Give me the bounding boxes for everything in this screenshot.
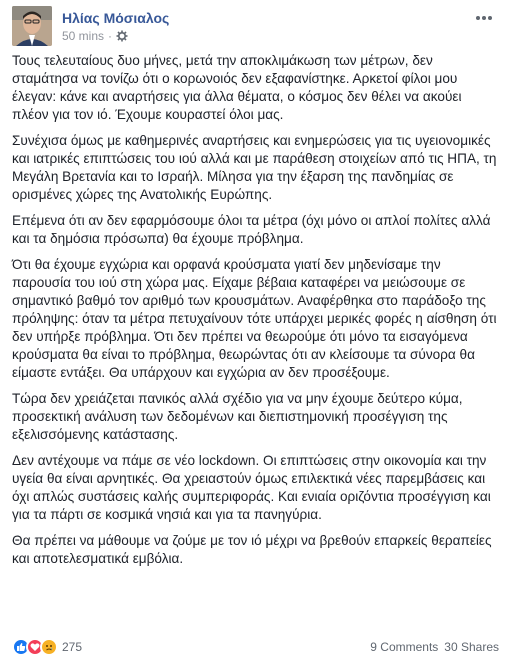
engagement-stats xyxy=(370,640,499,654)
post-body xyxy=(12,52,499,576)
reactions-summary[interactable] xyxy=(12,638,82,656)
post-footer xyxy=(12,632,499,662)
post-paragraph: Επέμενα ότι αν δεν εφαρμόσουμε όλοι τα μέτρα (όχι μόνο οι απλοί πολίτες αλλά και τα δημόσια πρόσωπα) θα έχουμε πρόβλημα. xyxy=(12,213,491,246)
post-paragraph: Ότι θα έχουμε εγχώρια και ορφανά κρούσματα γιατί δεν μηδενίσαμε την παρουσία του ιού στη χώρα μας. Είχαμε βέβαια καταφέρει να μειώσουμε σε σημαντικό βαθμό τον αριθμό των κρουσμάτων. Αναφέρθηκα στο παράδοξο της πρόληψης: όταν τα μέτρα πετυχαίνουν τότε υπάρχει μερικές φορές η αίσθηση ότι δεν υπήρξε πρόβλημα. Ότι δεν πρέπει να θεωρούμε ότι μόνο τα εισαγόμενα κρούσματα θα είναι το πρόβλημα, θεωρώντας ότι αν κλείσουμε τα σύνορα θα είμαστε εντάξει. Θα υπάρχουν και εγχώρια αν δεν προσέξουμε. xyxy=(12,257,497,380)
author-name[interactable]: Ηλίας Μόσιαλος xyxy=(62,10,170,26)
post-paragraph: Θα πρέπει να μάθουμε να ζούμε με τον ιό μέχρι να βρεθούν επαρκείς θεραπείες και αποτελεσματικά εμβόλια. xyxy=(12,533,492,566)
post-paragraph: Τώρα δεν χρειάζεται πανικός αλλά σχέδιο για να μην έχουμε δεύτερο κύμα, προσεκτική ανάλυση των δεδομένων και διεπιστημονική προσέγγιση της εξελισσόμενης κατάστασης. xyxy=(12,391,463,442)
author-avatar[interactable] xyxy=(12,6,52,46)
avatar-photo-icon xyxy=(12,6,52,46)
post-time[interactable]: 50 mins xyxy=(62,29,105,43)
shares-count[interactable]: 30 Shares xyxy=(444,640,499,654)
comments-count[interactable]: 9 Comments xyxy=(370,640,439,654)
meta-separator: · xyxy=(108,29,113,43)
more-options-icon[interactable] xyxy=(473,12,495,26)
post-meta xyxy=(62,29,128,43)
post-header xyxy=(12,6,499,48)
post-paragraph: Τους τελευταίους δυο μήνες, μετά την αποκλιμάκωση των μέτρων, δεν σταμάτησα να τονίζω ότι ο κορωνοιός δεν εξαφανίστηκε. Αρκετοί φίλοι μου έλεγαν: κάνε και αναρτήσεις για άλλα θέματα, ο κόσμος δεν θέλει να ακούει πλέον για τον ιό. Έχουμε κουραστεί όλοι μας. xyxy=(12,53,462,122)
globe-gear-icon[interactable] xyxy=(116,30,128,42)
reaction-count[interactable]: 275 xyxy=(62,640,83,654)
post-paragraph: Συνέχισα όμως με καθημερινές αναρτήσεις και ενημερώσεις για τις υγειονομικές και ιατρικές επιπτώσεις του ιού αλλά και με παράθεση στοιχείων από τις ΗΠΑ, τη Μεγάλη Βρετανία και το Ισραήλ. Μίλησα για την έξαρση της πανδημίας σε ορισμένες χώρες της Ανατολικής Ευρώπης. xyxy=(12,133,497,202)
post-paragraph: Δεν αντέχουμε να πάμε σε νέο lockdown. Οι επιπτώσεις στην οικονομία και την υγεία θα είναι αρνητικές. Θα χρειαστούν όμως επιλεκτικά νέες παρεμβάσεις και όχι απλώς συστάσεις καλής συμπεριφοράς. Και ενιαία οριζόντια προσέγγιση και για τα πάρτι σε κοσμικά νησιά και για τα πανηγύρια. xyxy=(12,453,491,522)
sad-icon xyxy=(40,638,58,656)
